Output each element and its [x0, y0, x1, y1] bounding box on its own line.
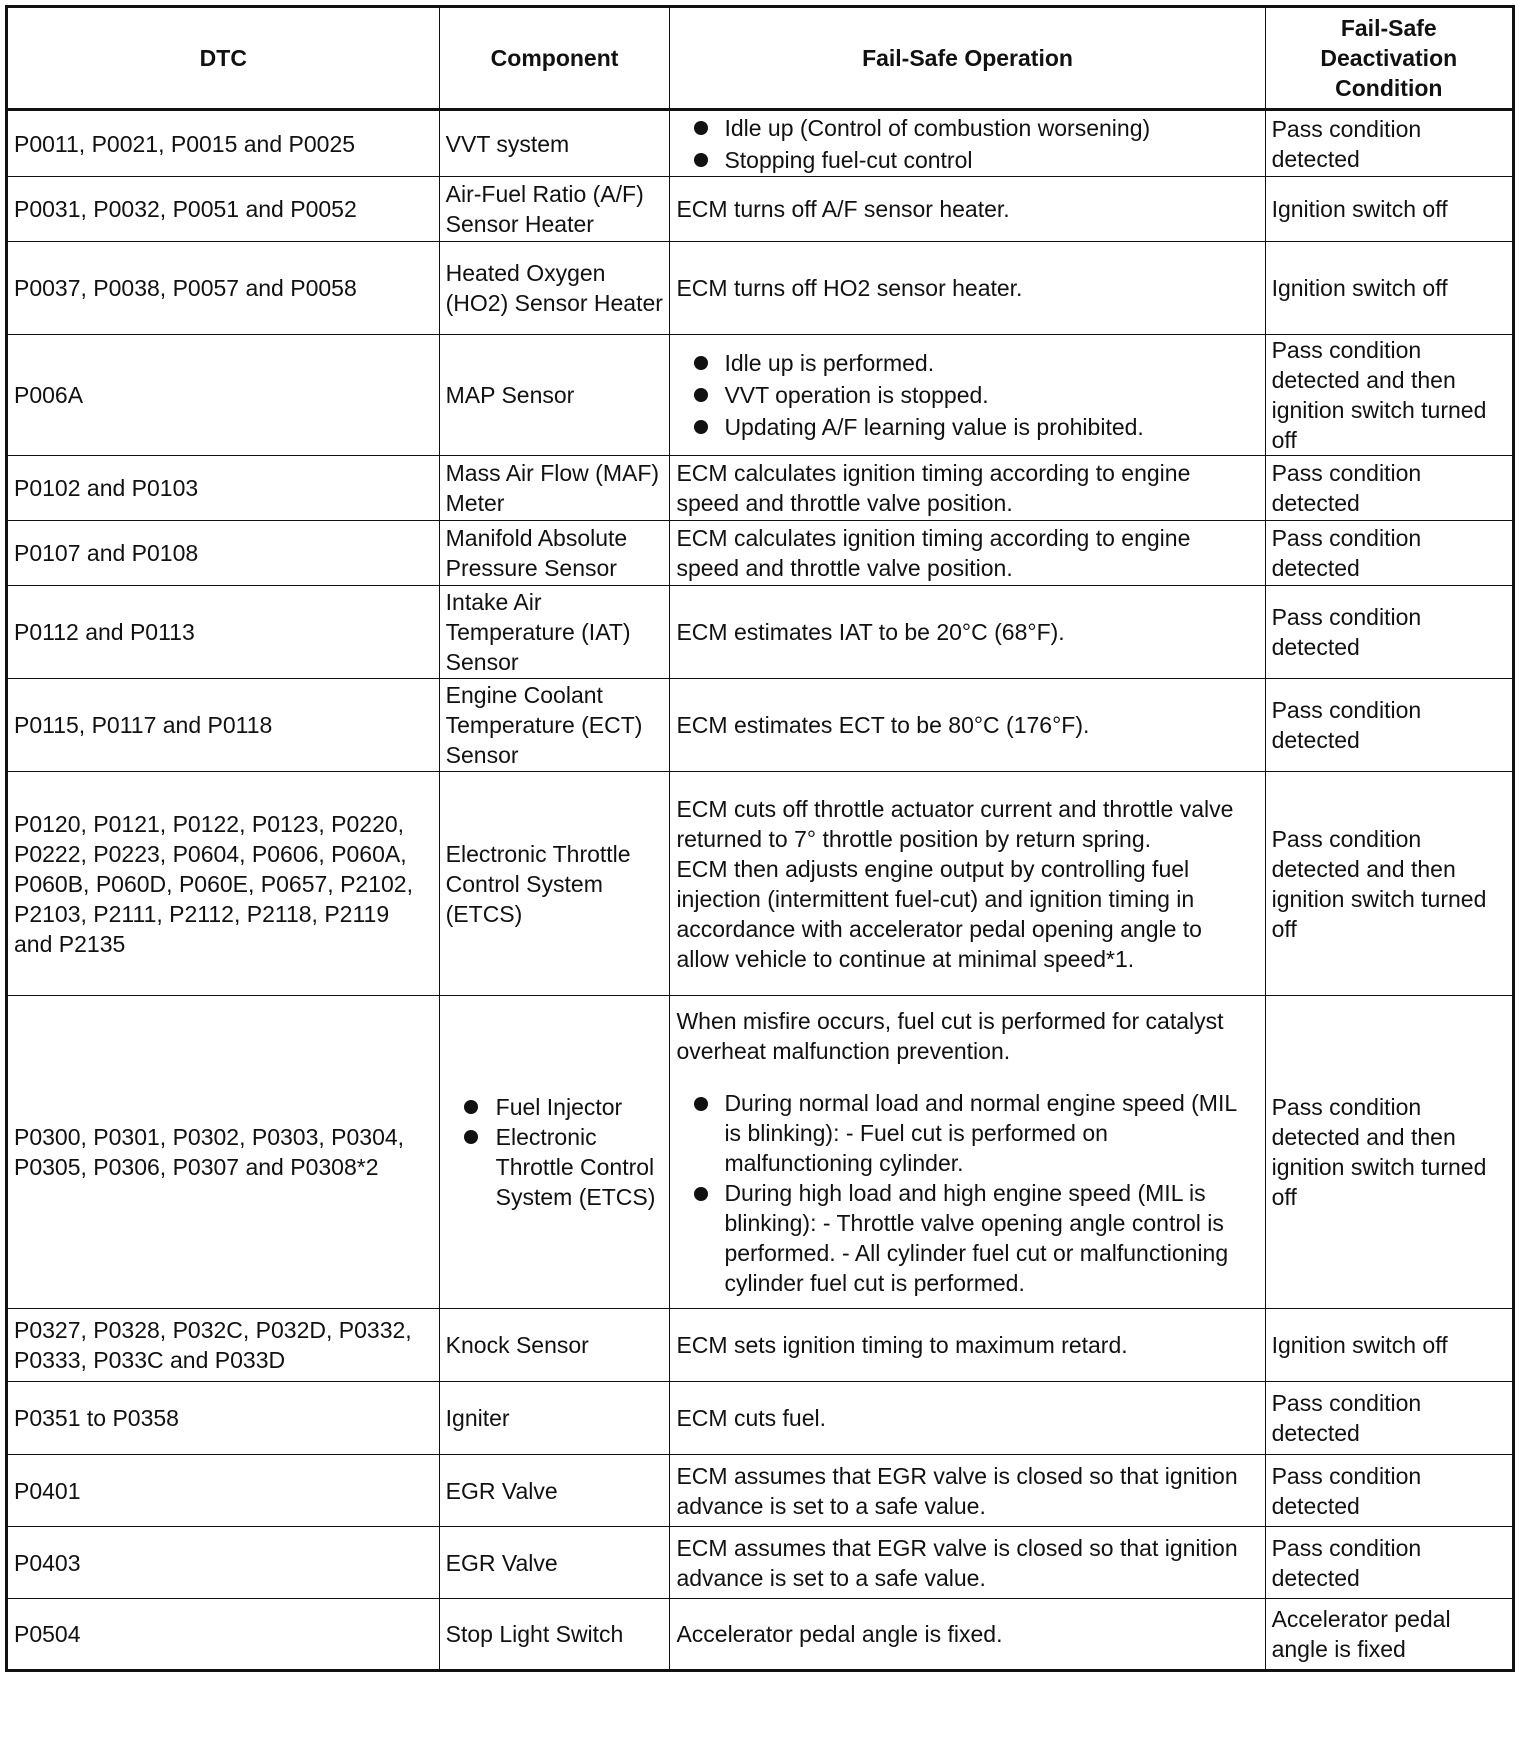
table-row: [7, 335, 1514, 456]
header-row: [7, 7, 1514, 110]
component-cell: VVT system: [439, 110, 670, 177]
list-item: [676, 379, 1258, 411]
table-row: [7, 1382, 1514, 1455]
operation-cell: ECM calculates ignition timing according to engine speed and throttle valve position.: [670, 521, 1265, 586]
component-cell: Igniter: [439, 1382, 670, 1455]
table-header: [7, 7, 1514, 110]
dtc-cell: P0031, P0032, P0051 and P0052: [7, 177, 440, 242]
bullet-text: Idle up is performed.: [724, 350, 935, 376]
operation-cell: [670, 772, 1265, 996]
table-body: [7, 110, 1514, 1671]
component-cell: Intake Air Temperature (IAT) Sensor: [439, 586, 670, 679]
header-deactivation: Fail-Safe Deactivation Condition: [1265, 7, 1513, 110]
condition-cell: Pass condition detected: [1265, 1455, 1513, 1527]
condition-cell: Pass condition detected and then ignition switch turned off: [1265, 335, 1513, 456]
operation-cell: ECM turns off A/F sensor heater.: [670, 177, 1265, 242]
condition-cell: Pass condition detected: [1265, 1382, 1513, 1455]
bullet-text: Fuel Injector: [495, 1094, 623, 1120]
table-row: [7, 521, 1514, 586]
list-item: [446, 1092, 664, 1122]
table-row: [7, 772, 1514, 996]
condition-cell: Pass condition detected: [1265, 586, 1513, 679]
dtc-cell: P0327, P0328, P032C, P032D, P0332, P0333, P033C and P033D: [7, 1309, 440, 1382]
operation-cell: ECM sets ignition timing to maximum retard.: [670, 1309, 1265, 1382]
bullet-text: During normal load and normal engine speed (MIL is blinking): - Fuel cut is performed on malfunctioning cylinder.: [724, 1090, 1237, 1176]
operation-cell: Accelerator pedal angle is fixed.: [670, 1599, 1265, 1671]
bullet-icon: [694, 1097, 708, 1111]
list-item: [676, 347, 1258, 379]
dtc-cell: P0011, P0021, P0015 and P0025: [7, 110, 440, 177]
dtc-cell: P0401: [7, 1455, 440, 1527]
condition-cell: Pass condition detected and then ignition switch turned off: [1265, 772, 1513, 996]
list-item: [676, 1088, 1258, 1178]
operation-list: [676, 112, 1258, 176]
component-cell: Mass Air Flow (MAF) Meter: [439, 456, 670, 521]
table-row: [7, 110, 1514, 177]
component-cell: Engine Coolant Temperature (ECT) Sensor: [439, 679, 670, 772]
bullet-icon: [464, 1100, 478, 1114]
bullet-text: VVT operation is stopped.: [724, 382, 989, 408]
component-cell: Manifold Absolute Pressure Sensor: [439, 521, 670, 586]
operation-cell: ECM cuts fuel.: [670, 1382, 1265, 1455]
fail-safe-table-container: [5, 5, 1515, 1672]
bullet-icon: [464, 1130, 478, 1144]
dtc-cell: P0300, P0301, P0302, P0303, P0304, P0305, P0306, P0307 and P0308*2: [7, 996, 440, 1309]
operation-cell: ECM estimates ECT to be 80°C (176°F).: [670, 679, 1265, 772]
condition-cell: Ignition switch off: [1265, 242, 1513, 335]
operation-cell: ECM assumes that EGR valve is closed so that ignition advance is set to a safe value.: [670, 1455, 1265, 1527]
dtc-cell: P0120, P0121, P0122, P0123, P0220, P0222, P0223, P0604, P0606, P060A, P060B, P060D, P060E, P0657, P2102, P2103, P2111, P2112, P2118, P2119 and P2135: [7, 772, 440, 996]
operation-list: [676, 347, 1258, 443]
bullet-icon: [694, 153, 708, 167]
component-cell: MAP Sensor: [439, 335, 670, 456]
bullet-text: Electronic Throttle Control System (ETCS): [495, 1124, 656, 1210]
table-row: [7, 242, 1514, 335]
operation-list: [676, 1088, 1258, 1298]
condition-cell: Pass condition detected: [1265, 679, 1513, 772]
bullet-text: During high load and high engine speed (MIL is blinking): - Throttle valve opening angle control is performed. - All cylinder fuel cut or malfunctioning cylinder fuel cut is performed.: [724, 1180, 1229, 1296]
operation-cell: [670, 335, 1265, 456]
operation-intro: When misfire occurs, fuel cut is performed for catalyst overheat malfunction prevention.: [676, 1008, 1224, 1064]
header-operation: Fail-Safe Operation: [670, 7, 1265, 110]
table-row: [7, 586, 1514, 679]
operation-cell: ECM calculates ignition timing according to engine speed and throttle valve position.: [670, 456, 1265, 521]
condition-cell: Pass condition detected: [1265, 521, 1513, 586]
bullet-icon: [694, 121, 708, 135]
list-item: [676, 144, 1258, 176]
bullet-text: Idle up (Control of combustion worsening): [724, 114, 1151, 141]
component-cell: Air-Fuel Ratio (A/F) Sensor Heater: [439, 177, 670, 242]
table-row: [7, 1455, 1514, 1527]
bullet-text: Updating A/F learning value is prohibited.: [724, 414, 1144, 440]
list-item: [676, 1178, 1258, 1298]
operation-line: ECM then adjusts engine output by controlling fuel injection (intermittent fuel-cut) and ignition timing in accordance with accelerator pedal opening angle to allow vehicle to continue at minimal speed*1.: [676, 855, 1202, 972]
component-list: [446, 1092, 664, 1212]
table-row: [7, 456, 1514, 521]
table-row: [7, 177, 1514, 242]
component-cell: Stop Light Switch: [439, 1599, 670, 1671]
bullet-icon: [694, 388, 708, 402]
table-row: [7, 1309, 1514, 1382]
header-component: Component: [439, 7, 670, 110]
list-item: [446, 1122, 664, 1212]
component-cell: Electronic Throttle Control System (ETCS): [439, 772, 670, 996]
component-cell: [439, 996, 670, 1309]
operation-cell: [670, 110, 1265, 177]
operation-cell: [670, 996, 1265, 1309]
dtc-cell: P0403: [7, 1527, 440, 1599]
condition-cell: Ignition switch off: [1265, 177, 1513, 242]
bullet-text: Stopping fuel-cut control: [724, 146, 973, 173]
fail-safe-table: [5, 5, 1515, 1672]
dtc-cell: P0115, P0117 and P0118: [7, 679, 440, 772]
bullet-icon: [694, 420, 708, 434]
bullet-icon: [694, 356, 708, 370]
condition-cell: Accelerator pedal angle is fixed: [1265, 1599, 1513, 1671]
dtc-cell: P006A: [7, 335, 440, 456]
operation-cell: ECM turns off HO2 sensor heater.: [670, 242, 1265, 335]
list-item: [676, 112, 1258, 144]
dtc-cell: P0037, P0038, P0057 and P0058: [7, 242, 440, 335]
condition-cell: Pass condition detected: [1265, 110, 1513, 177]
condition-cell: Pass condition detected: [1265, 1527, 1513, 1599]
component-cell: Heated Oxygen (HO2) Sensor Heater: [439, 242, 670, 335]
condition-cell: Ignition switch off: [1265, 1309, 1513, 1382]
table-row: [7, 1599, 1514, 1671]
operation-line: ECM cuts off throttle actuator current and throttle valve returned to 7° throttle position by return spring.: [676, 795, 1234, 852]
component-cell: EGR Valve: [439, 1527, 670, 1599]
bullet-icon: [694, 1187, 708, 1201]
dtc-cell: P0504: [7, 1599, 440, 1671]
dtc-cell: P0351 to P0358: [7, 1382, 440, 1455]
table-row: [7, 1527, 1514, 1599]
condition-cell: Pass condition detected and then ignition switch turned off: [1265, 996, 1513, 1309]
operation-cell: ECM assumes that EGR valve is closed so that ignition advance is set to a safe value.: [670, 1527, 1265, 1599]
header-dtc: DTC: [7, 7, 440, 110]
list-item: [676, 411, 1258, 443]
component-cell: EGR Valve: [439, 1455, 670, 1527]
dtc-cell: P0107 and P0108: [7, 521, 440, 586]
dtc-cell: P0112 and P0113: [7, 586, 440, 679]
table-row: [7, 996, 1514, 1309]
condition-cell: Pass condition detected: [1265, 456, 1513, 521]
dtc-cell: P0102 and P0103: [7, 456, 440, 521]
table-row: [7, 679, 1514, 772]
operation-cell: ECM estimates IAT to be 20°C (68°F).: [670, 586, 1265, 679]
component-cell: Knock Sensor: [439, 1309, 670, 1382]
